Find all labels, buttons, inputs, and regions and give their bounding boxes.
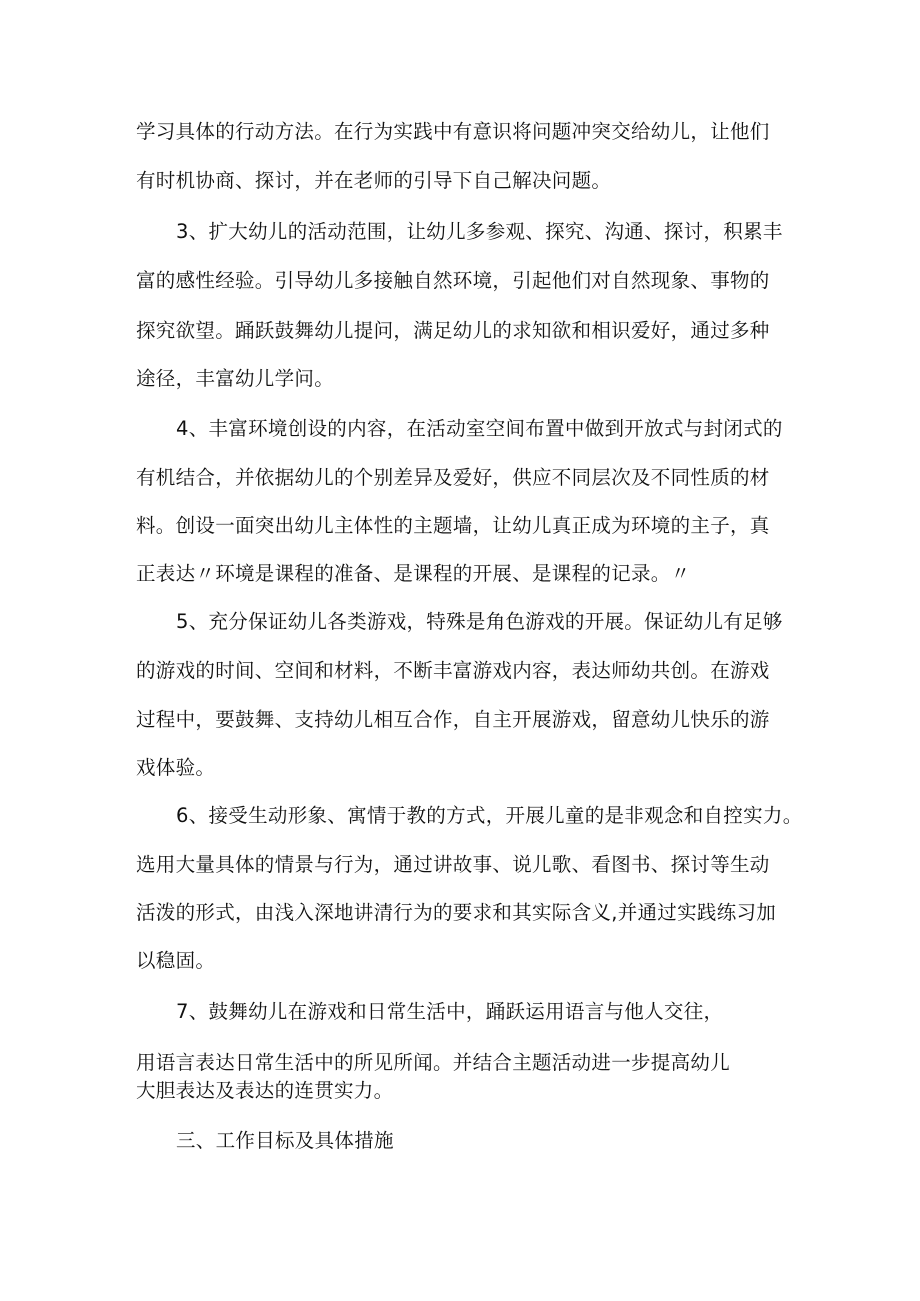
- text-line: 用语言表达日常生活中的所见所闻。并结合主题活动进一步提高幼儿: [136, 1051, 731, 1074]
- text-line: 过程中，要鼓舞、支持幼儿相互合作，自主开展游戏，留意幼儿快乐的游: [136, 708, 770, 731]
- text-line: 探究欲望。踊跃鼓舞幼儿提问，满足幼儿的求知欲和相识爱好，通过多种: [136, 319, 770, 342]
- text-line: 学习具体的行动方法。在行为实践中有意识将问题冲突交给幼儿，让他们: [136, 120, 770, 143]
- section-heading: 三、工作目标及具体措施: [176, 1129, 394, 1152]
- text-line: 途径，丰富幼儿学问。: [136, 367, 335, 390]
- text-line: 正表达〃环境是课程的准备、是课程的开展、是课程的记录。〃: [136, 562, 691, 585]
- text-line: 大胆表达及表达的连贯实力。: [136, 1079, 394, 1102]
- text-line: 活泼的形式，由浅入深地讲清行为的要求和其实际含义,并通过实践练习加: [136, 901, 777, 924]
- paragraph-5-line-1: 5、充分保证幼儿各类游戏，特殊是角色游戏的开展。保证幼儿有足够: [176, 610, 783, 633]
- text-line: 的游戏的时间、空间和材料，不断丰富游戏内容，表达师幼共创。在游戏: [136, 659, 770, 682]
- paragraph-4-line-1: 4、丰富环境创设的内容，在活动室空间布置中做到开放式与封闭式的: [176, 417, 783, 440]
- paragraph-7-line-1: 7、鼓舞幼儿在游戏和日常生活中，踊跃运用语言与他人交往，: [176, 1000, 724, 1023]
- text-line: 以稳固。: [136, 949, 216, 972]
- text-line: 富的感性经验。引导幼儿多接触自然环境，引起他们对自然现象、事物的: [136, 269, 770, 292]
- text-line: 选用大量具体的情景与行为，通过讲故事、说儿歌、看图书、探讨等生动: [136, 853, 770, 876]
- text-line: 有时机协商、探讨，并在老师的引导下自己解决问题。: [136, 169, 612, 192]
- paragraph-6-line-1: 6、接受生动形象、寓情于教的方式，开展儿童的是非观念和自控实力。: [176, 804, 803, 827]
- text-line: 有机结合，并依据幼儿的个别差异及爱好，供应不同层次及不同性质的材: [136, 466, 770, 489]
- text-line: 料。创设一面突出幼儿主体性的主题墙，让幼儿真正成为环境的主子，真: [136, 514, 770, 537]
- text-line: 戏体验。: [136, 756, 216, 779]
- paragraph-3-line-1: 3、扩大幼儿的活动范围，让幼儿多参观、探究、沟通、探讨，积累丰: [176, 220, 783, 243]
